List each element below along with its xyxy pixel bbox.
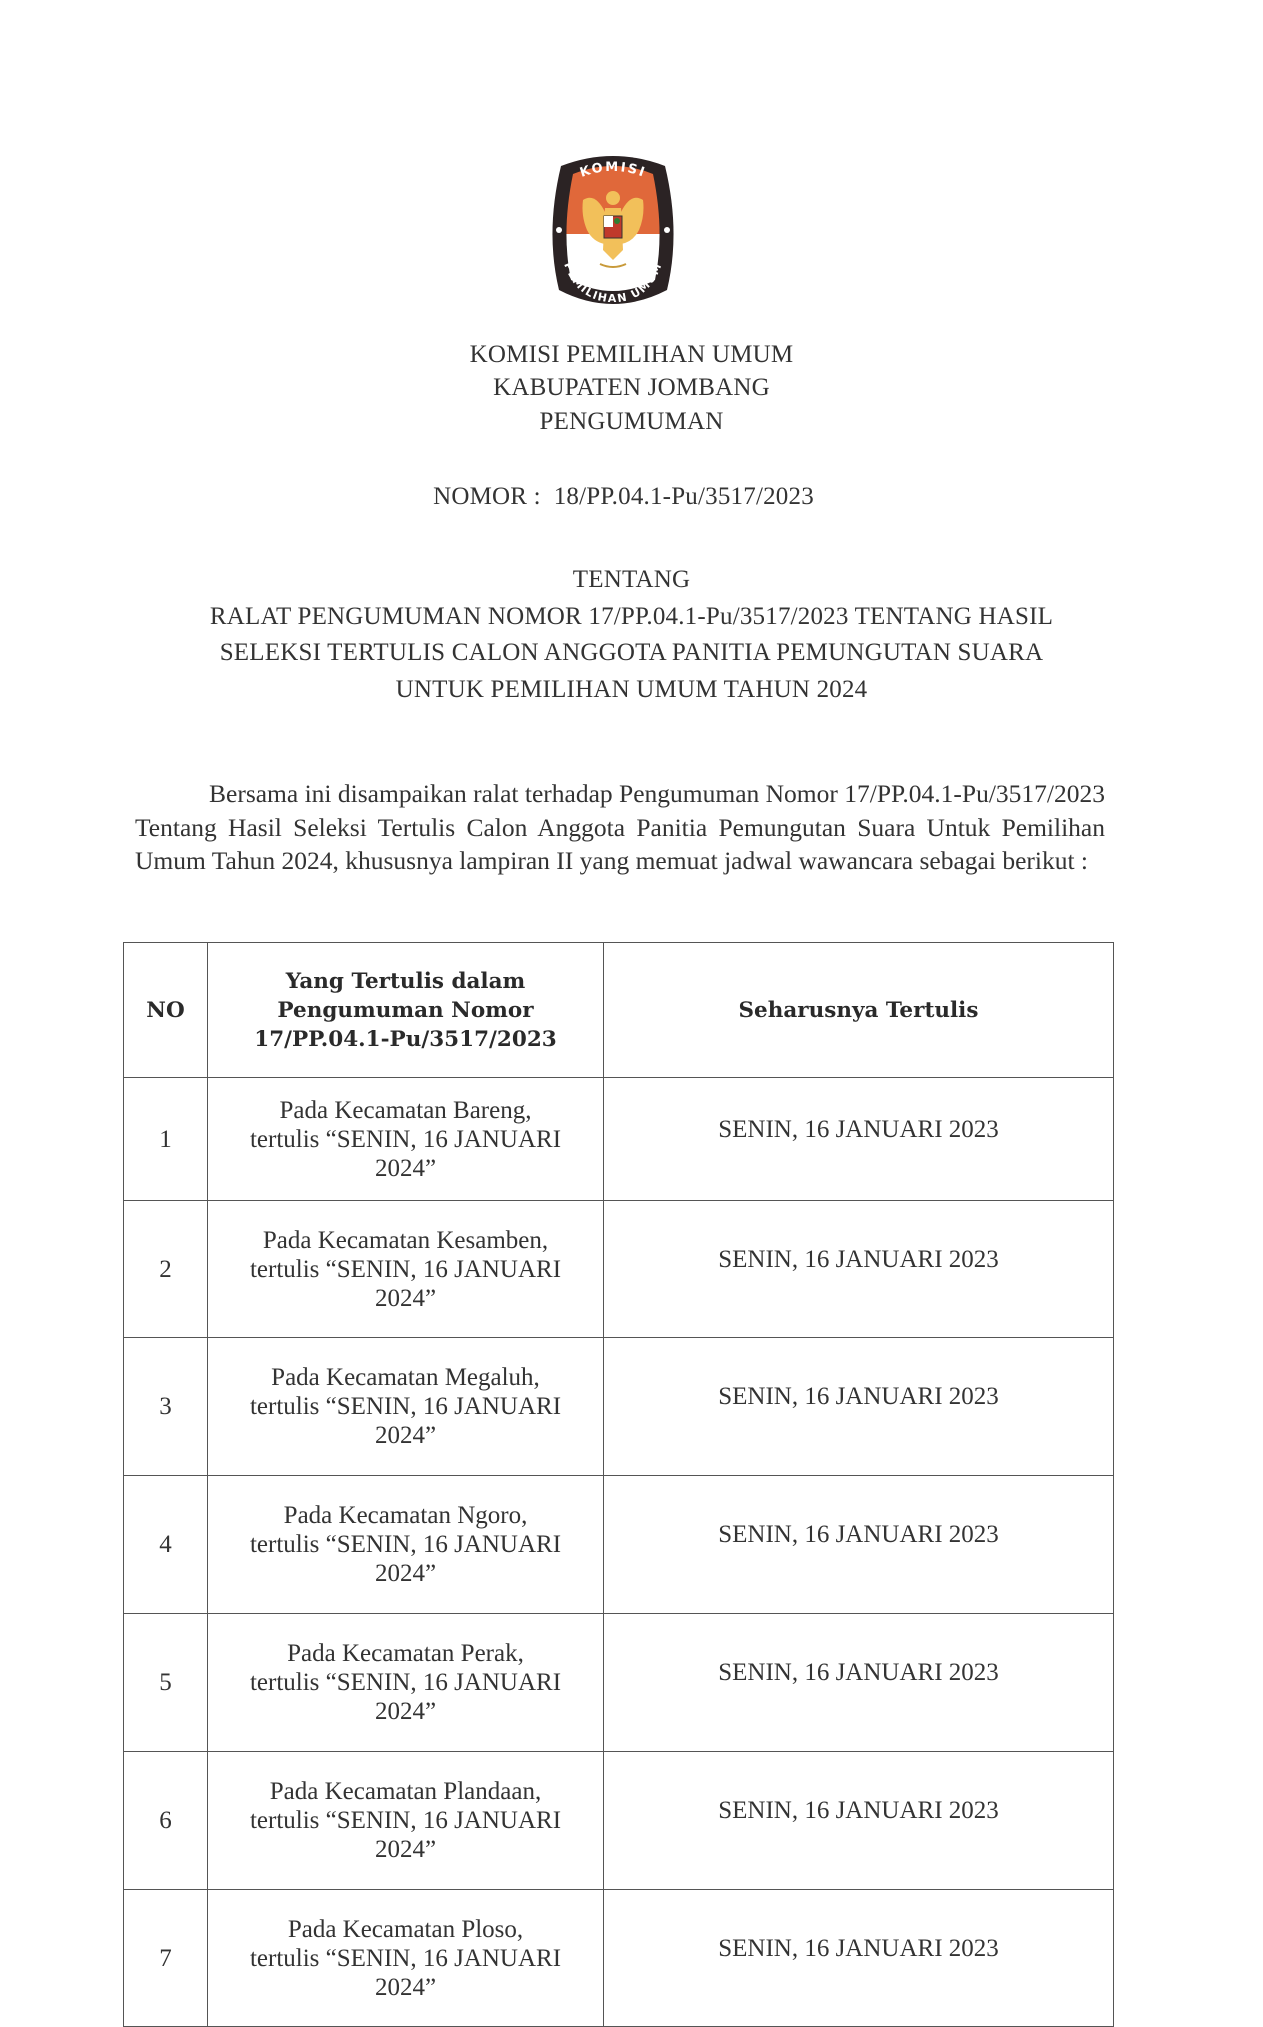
table-row — [124, 1078, 1114, 1201]
title-line-2: SELEKSI TERTULIS CALON ANGGOTA PANITIA PEMUNGUTAN SUARA — [219, 639, 1044, 666]
cell-correct: SENIN, 16 JANUARI 2023 — [604, 1752, 1114, 1890]
cell-written-line-1: Pada Kecamatan Ploso, — [287, 1915, 524, 1943]
table-row — [124, 1476, 1114, 1614]
cell-written-line-3: 2024” — [374, 1154, 437, 1182]
cell-written-line-3: 2024” — [374, 1836, 437, 1863]
nomor-label: NOMOR : — [433, 483, 541, 510]
cell-written — [208, 1614, 604, 1752]
cell-no: 4 — [124, 1476, 208, 1614]
org-regency: KABUPATEN JOMBANG — [493, 374, 770, 401]
table-row — [124, 1201, 1114, 1338]
header-written — [208, 943, 604, 1078]
cell-written-line-2: tertulis “SENIN, 16 JANUARI — [249, 1393, 562, 1420]
cell-no: 3 — [124, 1338, 208, 1476]
header-written-line-1: Yang Tertulis dalam — [285, 968, 526, 994]
table-row — [124, 1338, 1114, 1476]
cell-written-line-2: tertulis “SENIN, 16 JANUARI — [249, 1125, 562, 1153]
cell-written-line-3: 2024” — [374, 1284, 437, 1312]
cell-correct: SENIN, 16 JANUARI 2023 — [604, 1078, 1114, 1201]
cell-written-line-1: Pada Kecamatan Perak, — [287, 1640, 524, 1667]
cell-written-line-3: 2024” — [374, 1973, 437, 2001]
cell-written-line-2: tertulis “SENIN, 16 JANUARI — [249, 1944, 562, 1972]
cell-written-line-3: 2024” — [374, 1698, 437, 1725]
cell-written-line-1: Pada Kecamatan Plandaan, — [269, 1778, 542, 1805]
body-paragraph-text: Bersama ini disampaikan ralat terhadap Pengumuman Nomor 17/PP.04.1-Pu/3517/2023 Tentang Hasil Seleksi Tertulis Calon Anggota Panitia Pemungutan Suara Untuk Pemilihan Umum Tahun 2024, khususnya lampiran II yang memuat jadwal wawancara sebagai berikut : — [135, 779, 1105, 875]
cell-written-line-2: tertulis “SENIN, 16 JANUARI — [249, 1807, 562, 1834]
cell-correct: SENIN, 16 JANUARI 2023 — [604, 1476, 1114, 1614]
cell-correct: SENIN, 16 JANUARI 2023 — [604, 1201, 1114, 1338]
cell-correct: SENIN, 16 JANUARI 2023 — [604, 1614, 1114, 1752]
cell-written-line-1: Pada Kecamatan Kesamben, — [262, 1226, 549, 1254]
cell-written-line-1: Pada Kecamatan Megaluh, — [271, 1364, 540, 1391]
doc-type: PENGUMUMAN — [539, 408, 724, 435]
cell-written-line-3: 2024” — [374, 1422, 437, 1449]
tentang-label: TENTANG — [572, 566, 691, 593]
logo-dot-right — [664, 227, 670, 233]
table-row — [124, 1752, 1114, 1890]
nomor-line — [0, 483, 1255, 511]
cell-no: 1 — [124, 1078, 208, 1201]
cell-no: 5 — [124, 1614, 208, 1752]
cell-written-line-1: Pada Kecamatan Bareng, — [279, 1096, 532, 1124]
cell-written-line-1: Pada Kecamatan Ngoro, — [283, 1502, 528, 1529]
correction-table — [123, 942, 1114, 2027]
header-no: NO — [124, 943, 208, 1078]
cell-written — [208, 1078, 604, 1201]
cell-written-line-3: 2024” — [374, 1560, 437, 1587]
cell-correct: SENIN, 16 JANUARI 2023 — [604, 1890, 1114, 2027]
logo-dot-left — [556, 227, 562, 233]
org-name: KOMISI PEMILIHAN UMUM — [469, 341, 794, 368]
title-line-3: UNTUK PEMILIHAN UMUM TAHUN 2024 — [395, 676, 868, 703]
cell-written — [208, 1752, 604, 1890]
cell-written-line-2: tertulis “SENIN, 16 JANUARI — [249, 1255, 562, 1283]
cell-written — [208, 1890, 604, 2027]
table-row — [124, 1614, 1114, 1752]
cell-no: 2 — [124, 1201, 208, 1338]
cell-no: 6 — [124, 1752, 208, 1890]
cell-written-line-2: tertulis “SENIN, 16 JANUARI — [249, 1669, 562, 1696]
logo-bottom-text: PEMILIHAN UMUM — [561, 260, 665, 306]
header-written-line-2: Pengumuman Nomor — [277, 997, 534, 1023]
header-written-line-3: 17/PP.04.1-Pu/3517/2023 — [254, 1026, 557, 1052]
cell-written-line-2: tertulis “SENIN, 16 JANUARI — [249, 1531, 562, 1558]
title-line-1: RALAT PENGUMUMAN NOMOR 17/PP.04.1-Pu/3517/2023 TENTANG HASIL — [209, 603, 1054, 630]
table-row — [124, 1890, 1114, 2027]
logo-top-text: KOMISI — [578, 159, 649, 181]
cell-correct: SENIN, 16 JANUARI 2023 — [604, 1338, 1114, 1476]
header-correct: Seharusnya Tertulis — [604, 943, 1114, 1078]
kpu-logo — [543, 152, 683, 312]
cell-written — [208, 1338, 604, 1476]
nomor-value: 18/PP.04.1-Pu/3517/2023 — [553, 483, 814, 510]
table-header-row — [124, 943, 1114, 1078]
cell-no: 7 — [124, 1890, 208, 2027]
cell-written — [208, 1476, 604, 1614]
body-paragraph — [135, 777, 1105, 878]
cell-written — [208, 1201, 604, 1338]
